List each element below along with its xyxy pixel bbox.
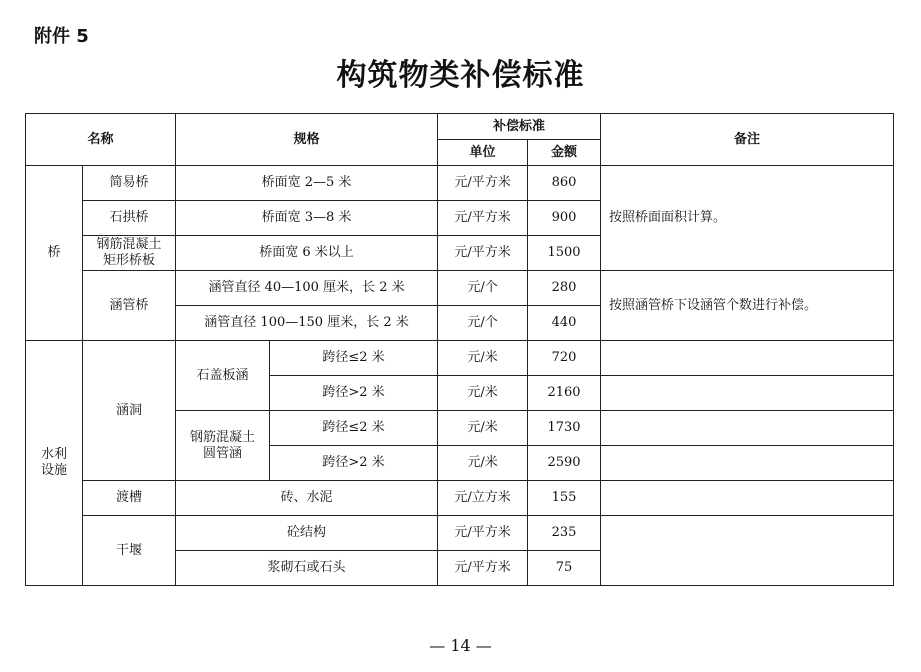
- item-unit: 元/米: [438, 411, 528, 446]
- subitem-name: 石盖板涵: [176, 341, 270, 411]
- item-unit: 元/米: [438, 446, 528, 481]
- item-unit: 元/平方米: [438, 551, 528, 586]
- header-amount: 金额: [528, 140, 601, 166]
- item-name: 涵洞: [83, 341, 176, 481]
- attachment-label: 附件 5: [34, 26, 89, 47]
- header-spec: 规格: [176, 114, 438, 166]
- item-amount: 155: [528, 481, 601, 516]
- item-spec: 涵管直径 40—100 厘米，长 2 米: [176, 271, 438, 306]
- item-name: [83, 236, 176, 271]
- item-spec: 桥面宽 2—5 米: [176, 166, 438, 201]
- subitem-name-line: 钢筋混凝土: [190, 429, 256, 445]
- item-spec: 桥面宽 3—8 米: [176, 201, 438, 236]
- subitem-name-line: 圆管涵: [203, 445, 243, 461]
- item-amount: 720: [528, 341, 601, 376]
- item-spec: 跨径≤2 米: [270, 341, 438, 376]
- item-name: 渡槽: [83, 481, 176, 516]
- item-amount: 1500: [528, 236, 601, 271]
- item-spec: 涵管直径 100—150 厘米，长 2 米: [176, 306, 438, 341]
- item-spec: 跨径>2 米: [270, 376, 438, 411]
- category-bridge: 桥: [26, 166, 83, 341]
- item-unit: 元/米: [438, 341, 528, 376]
- remark-empty: [601, 341, 894, 376]
- item-unit: 元/平方米: [438, 166, 528, 201]
- remark-culvert-count: 按照涵管桥下设涵管个数进行补偿。: [601, 271, 894, 341]
- item-unit: 元/立方米: [438, 481, 528, 516]
- item-amount: 2590: [528, 446, 601, 481]
- item-unit: 元/个: [438, 271, 528, 306]
- item-amount: 2160: [528, 376, 601, 411]
- item-amount: 440: [528, 306, 601, 341]
- remark-empty: [601, 411, 894, 446]
- remark-empty: [601, 376, 894, 411]
- item-spec: 跨径>2 米: [270, 446, 438, 481]
- item-amount: 235: [528, 516, 601, 551]
- item-amount: 75: [528, 551, 601, 586]
- item-unit: 元/米: [438, 376, 528, 411]
- item-unit: 元/平方米: [438, 236, 528, 271]
- table-row: [26, 481, 894, 516]
- category-line: 设施: [40, 463, 67, 478]
- item-name-line: 矩形桥板: [103, 253, 156, 268]
- header-unit: 单位: [438, 140, 528, 166]
- remark-empty: [601, 446, 894, 481]
- header-name: 名称: [26, 114, 176, 166]
- remark-empty: [601, 516, 894, 586]
- header-row-1: [26, 114, 894, 140]
- remark-area: 按照桥面面积计算。: [601, 166, 894, 271]
- item-name: 干堰: [83, 516, 176, 586]
- table-row: [26, 516, 894, 551]
- item-name: 简易桥: [83, 166, 176, 201]
- item-amount: 280: [528, 271, 601, 306]
- remark-empty: [601, 481, 894, 516]
- item-unit: 元/平方米: [438, 516, 528, 551]
- item-amount: 1730: [528, 411, 601, 446]
- item-spec: 跨径≤2 米: [270, 411, 438, 446]
- item-spec: 砼结构: [176, 516, 438, 551]
- category-line: 水利: [40, 447, 67, 462]
- item-name: 涵管桥: [83, 271, 176, 341]
- item-spec: 浆砌石或石头: [176, 551, 438, 586]
- table-row: [26, 271, 894, 306]
- item-unit: 元/个: [438, 306, 528, 341]
- category-water: [26, 341, 83, 586]
- table-row: [26, 166, 894, 201]
- subitem-name: [176, 411, 270, 481]
- item-name: 石拱桥: [83, 201, 176, 236]
- compensation-table: [25, 113, 894, 586]
- page-title: 构筑物类补偿标准: [336, 58, 585, 93]
- table-row: [26, 341, 894, 376]
- item-amount: 900: [528, 201, 601, 236]
- item-spec: 桥面宽 6 米以上: [176, 236, 438, 271]
- item-amount: 860: [528, 166, 601, 201]
- header-standard: 补偿标准: [438, 114, 601, 140]
- item-name-line: 钢筋混凝土: [96, 237, 162, 252]
- header-remark: 备注: [601, 114, 894, 166]
- page-number: — 14 —: [429, 636, 492, 655]
- item-unit: 元/平方米: [438, 201, 528, 236]
- item-spec: 砖、水泥: [176, 481, 438, 516]
